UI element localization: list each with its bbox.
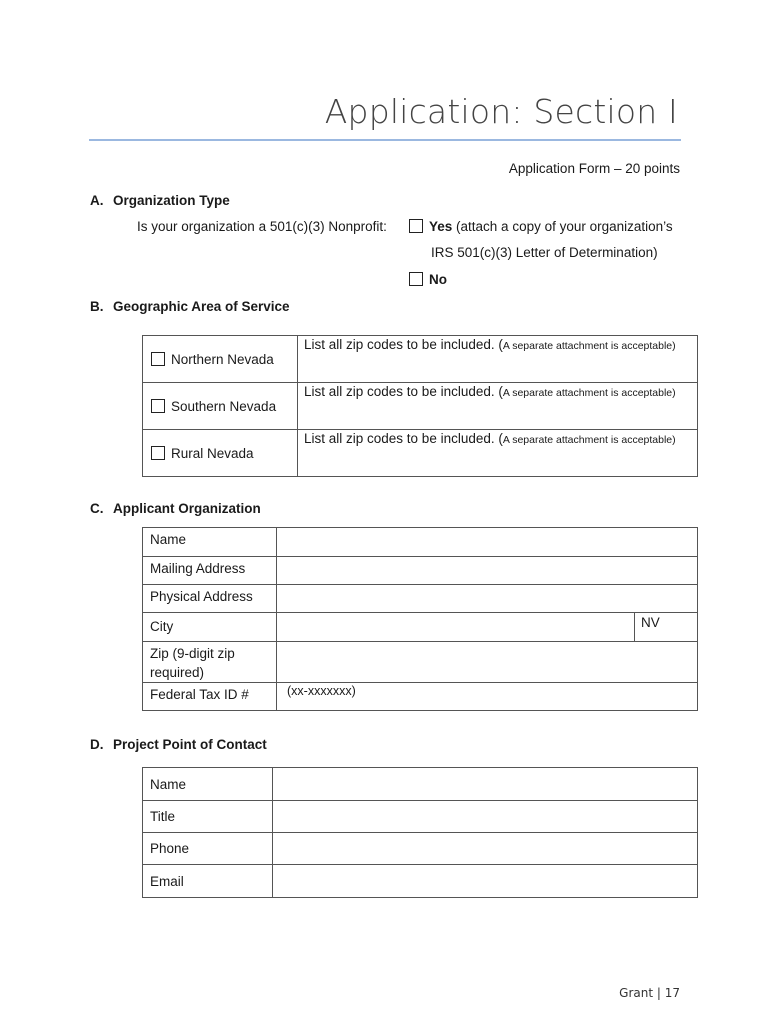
page-title: Application: Section I bbox=[324, 92, 678, 131]
federal-tax-id-field[interactable]: (xx-xxxxxxx) bbox=[277, 683, 698, 711]
table-row bbox=[143, 383, 698, 430]
section-c-heading bbox=[90, 501, 261, 516]
section-b-letter: B. bbox=[90, 299, 104, 314]
zip-note: A separate attachment is acceptable) bbox=[502, 434, 676, 446]
city-field[interactable] bbox=[277, 613, 635, 642]
yes-option[interactable] bbox=[409, 219, 673, 234]
section-d-letter: D. bbox=[90, 737, 104, 752]
table-row bbox=[143, 642, 698, 683]
form-subtitle: Application Form – 20 points bbox=[508, 161, 680, 176]
area-cell[interactable] bbox=[143, 383, 298, 430]
yes-note: (attach a copy of your organization’s bbox=[452, 219, 673, 234]
applicant-organization-table bbox=[142, 527, 698, 711]
field-label: Name bbox=[143, 768, 273, 801]
section-b-heading bbox=[90, 299, 290, 314]
physical-address-field[interactable] bbox=[277, 585, 698, 613]
table-row bbox=[143, 528, 698, 557]
zip-codes-field[interactable] bbox=[298, 430, 698, 477]
table-row bbox=[143, 683, 698, 711]
contact-name-field[interactable] bbox=[273, 768, 698, 801]
area-cell[interactable] bbox=[143, 430, 298, 477]
area-label: Rural Nevada bbox=[171, 445, 254, 461]
zip-codes-field[interactable] bbox=[298, 383, 698, 430]
field-label: Email bbox=[143, 865, 273, 898]
field-label: Phone bbox=[143, 833, 273, 865]
yes-checkbox[interactable] bbox=[409, 219, 423, 233]
geographic-area-table bbox=[142, 335, 698, 477]
section-d-title: Project Point of Contact bbox=[113, 737, 267, 752]
state-field[interactable]: NV bbox=[635, 613, 698, 642]
field-label: Federal Tax ID # bbox=[143, 683, 277, 711]
northern-nevada-checkbox[interactable] bbox=[151, 352, 165, 366]
rural-nevada-checkbox[interactable] bbox=[151, 446, 165, 460]
point-of-contact-table bbox=[142, 767, 698, 898]
yes-note-line2: IRS 501(c)(3) Letter of Determination) bbox=[431, 245, 658, 260]
no-option[interactable] bbox=[409, 272, 447, 287]
table-row bbox=[143, 801, 698, 833]
field-label: Title bbox=[143, 801, 273, 833]
contact-title-field[interactable] bbox=[273, 801, 698, 833]
mailing-address-field[interactable] bbox=[277, 557, 698, 585]
nonprofit-question: Is your organization a 501(c)(3) Nonprofit: bbox=[137, 219, 387, 234]
section-a-title: Organization Type bbox=[113, 193, 230, 208]
no-label: No bbox=[429, 272, 447, 287]
zip-instructions: List all zip codes to be included. ( bbox=[304, 384, 503, 399]
section-b-title: Geographic Area of Service bbox=[113, 299, 290, 314]
field-label: City bbox=[143, 613, 277, 642]
field-label: Zip (9-digit zip required) bbox=[143, 642, 277, 683]
zip-instructions: List all zip codes to be included. ( bbox=[304, 337, 503, 352]
section-c-title: Applicant Organization bbox=[113, 501, 261, 516]
southern-nevada-checkbox[interactable] bbox=[151, 399, 165, 413]
section-d-heading bbox=[90, 737, 267, 752]
zip-note: A separate attachment is acceptable) bbox=[502, 340, 676, 352]
contact-phone-field[interactable] bbox=[273, 833, 698, 865]
table-row bbox=[143, 557, 698, 585]
page-footer: Grant | 17 bbox=[619, 986, 680, 1000]
no-checkbox[interactable] bbox=[409, 272, 423, 286]
area-label: Northern Nevada bbox=[171, 351, 274, 367]
table-row bbox=[143, 430, 698, 477]
yes-label: Yes bbox=[429, 219, 453, 234]
table-row bbox=[143, 768, 698, 801]
table-row bbox=[143, 585, 698, 613]
field-label: Name bbox=[143, 528, 277, 557]
zip-instructions: List all zip codes to be included. ( bbox=[304, 431, 503, 446]
section-a-letter: A. bbox=[90, 193, 104, 208]
org-name-field[interactable] bbox=[277, 528, 698, 557]
section-c-letter: C. bbox=[90, 501, 104, 516]
area-cell[interactable] bbox=[143, 336, 298, 383]
title-divider bbox=[89, 139, 681, 141]
zip-field[interactable] bbox=[277, 642, 698, 683]
table-row bbox=[143, 336, 698, 383]
table-row bbox=[143, 833, 698, 865]
table-row bbox=[143, 865, 698, 898]
table-row bbox=[143, 613, 698, 642]
section-a-heading bbox=[90, 193, 230, 208]
area-label: Southern Nevada bbox=[171, 398, 277, 414]
field-label: Mailing Address bbox=[143, 557, 277, 585]
field-label: Physical Address bbox=[143, 585, 277, 613]
contact-email-field[interactable] bbox=[273, 865, 698, 898]
zip-note: A separate attachment is acceptable) bbox=[502, 387, 676, 399]
zip-codes-field[interactable] bbox=[298, 336, 698, 383]
